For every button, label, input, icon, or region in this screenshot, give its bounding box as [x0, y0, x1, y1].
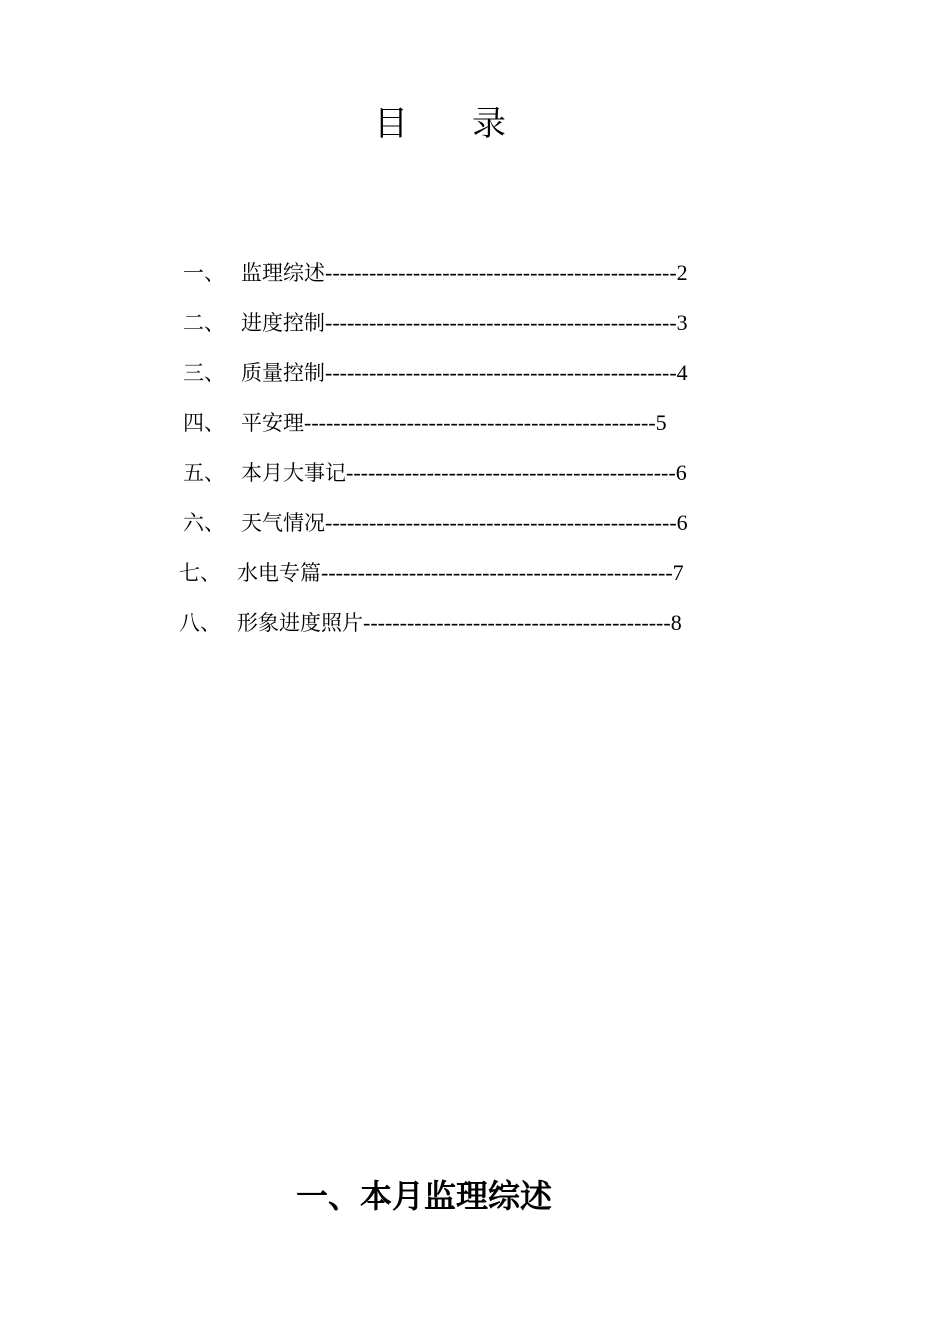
toc-entry-text: 监理综述: [241, 261, 325, 285]
toc-entry-page: 6: [675, 460, 687, 485]
toc-entry-leader: ------------------------------------------------: [325, 310, 677, 335]
toc-entry-3[interactable]: [183, 358, 783, 388]
toc-entry-leader: ---------------------------------------------: [346, 460, 676, 485]
toc-entry-leader: ------------------------------------------------: [325, 260, 677, 285]
toc-entry-6[interactable]: [183, 508, 783, 538]
toc-entry-page: 2: [676, 260, 688, 285]
toc-entry-text: 水电专篇: [237, 561, 321, 585]
toc-entry-1[interactable]: [183, 258, 783, 288]
toc-title: [0, 100, 880, 148]
toc-entry-number: 六、: [183, 511, 225, 535]
toc-title-left: 目: [374, 104, 408, 144]
toc-entry-text: 本月大事记: [241, 461, 346, 485]
toc-entry-page: 4: [676, 360, 688, 385]
toc-entry-4[interactable]: [183, 408, 763, 438]
toc-entry-text: 形象进度照片: [237, 611, 363, 635]
toc-entry-page: 3: [676, 310, 688, 335]
toc-entry-leader: ------------------------------------------------: [325, 510, 677, 535]
toc-entry-5[interactable]: [183, 458, 783, 488]
toc-entry-text: 天气情况: [241, 511, 325, 535]
toc-entry-number: 三、: [183, 361, 225, 385]
toc-entry-number: 一、: [183, 261, 225, 285]
toc-entry-text: 质量控制: [241, 361, 325, 385]
toc-entry-7[interactable]: [179, 558, 779, 588]
section-heading: 一、本月监理综述: [296, 1177, 553, 1215]
toc-entry-number: 二、: [183, 311, 225, 335]
toc-entry-leader: ------------------------------------------------: [325, 360, 677, 385]
toc-entry-2[interactable]: [183, 308, 783, 338]
toc-entry-leader: ------------------------------------------: [363, 610, 671, 635]
toc-entry-text: 平安理: [241, 411, 304, 435]
toc-entry-number: 八、: [179, 611, 221, 635]
toc-entry-leader: ------------------------------------------------: [304, 410, 656, 435]
toc-entry-number: 七、: [179, 561, 221, 585]
toc-entry-page: 6: [676, 510, 688, 535]
toc-entry-number: 五、: [183, 461, 225, 485]
toc-entry-page: 7: [672, 560, 684, 585]
toc-entry-text: 进度控制: [241, 311, 325, 335]
toc-entry-page: 5: [655, 410, 667, 435]
toc-entry-leader: ------------------------------------------------: [321, 560, 673, 585]
toc-entry-8[interactable]: [179, 608, 779, 638]
toc-entry-number: 四、: [183, 411, 225, 435]
toc-title-right: 录: [472, 104, 506, 144]
toc-entry-page: 8: [670, 610, 682, 635]
